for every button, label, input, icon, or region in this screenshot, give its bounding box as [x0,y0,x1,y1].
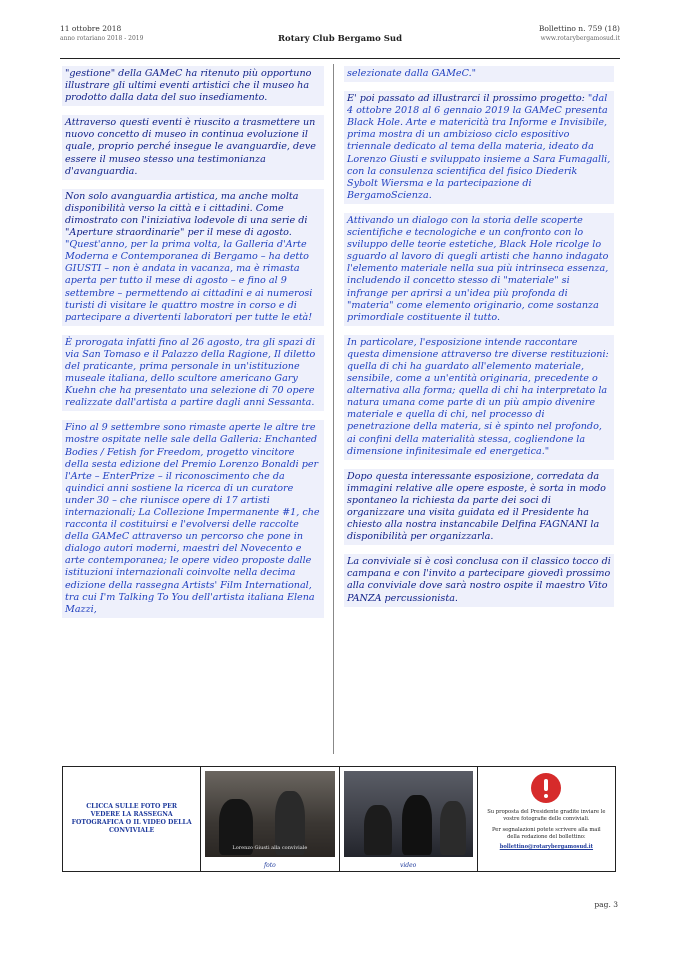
header-date-sub: anno rotariano 2018 - 2019 [60,35,144,42]
photo-gallery-link[interactable] [201,767,339,871]
notice-line-2: Per segnalazioni potete scrivere alla mail della redazione del bollettino: [492,827,601,840]
header-date: 11 ottobre 2018 [60,24,122,33]
photo-thumbnail[interactable] [205,771,334,857]
notice-text [486,809,607,851]
media-strip [62,766,616,872]
left-p5-text: Fino al 9 settembre sono rimaste aperte le altre tre mostre ospitate nelle sale della Galleria: Enchanted Bodies / Fetish for Freedom, progetto vincitore della sesta edizione del Premio Lorenzo Bonaldi per l'Arte – EnterPrize – il riconoscimento che da quindici anni sostiene la ricerca di un curatore under 30 – che riunisce opere di 17 artisti internazionali; La Collezione Impermanente #1, che racconta il costituirsi e l'evolversi delle raccolte della GAMeC attraverso un percorso che pone in dialogo autori moderni, maestri del Novecento e arte contemporanea; le opere video proposte dalle istituzioni internazionali coinvolte nella decima edizione della rassegna Artists' Film International, tra cui I'm Talking To You dell'artista italiana Elena Mazzi, [65,422,320,615]
left-p3b-quote: "Quest'anno, per la prima volta, la Galleria d'Arte Moderna e Contemporanea di Bergamo – ha detto GIUSTI – non è andata in vacanza, ma è rimasta aperta per tutto il mese di agosto – e fino al 9 settembre – permettendo ai cittadini e ai numerosi turisti di visitare le quattro mostre in corso e di partecipare a divertenti laboratori per tutte le età! [65,239,313,323]
right-paragraph-3 [344,213,614,326]
right-p2b-quote: "dal 4 ottobre 2018 al 6 gennaio 2019 la GAMeC presenta Black Hole. Arte e matericità tra Informe e Invisibile, prima mostra di un ambizioso ciclo espositivo triennale dedicato al tema della materia, ideato da Lorenzo Giusti e sviluppato insieme a Sara Fumagalli, con la consulenza scientifica del fisico Diederik Sybolt Wiersma e la partecipazione di BergamoScienza. [347,93,611,201]
left-paragraph-4 [62,335,324,412]
left-p1-text: "gestione" della GAMeC ha ritenuto più opportuno illustrare gli ultimi eventi artistici che il museo ha prodotto dalla data del suo insediamento. [65,68,312,104]
left-p4-text: È prorogata infatti fino al 26 agosto, tra gli spazi di via San Tomaso e il Palazzo della Ragione, Il diletto del praticante, prima personale in un'istituzione museale italiana, dello scultore americano Gary Kuehn che ha presentato una selezione di 70 opere realizzate dall'artista a partire dagli anni Sessanta. [65,336,316,409]
right-p2a-text: E' poi passato ad illustrarci il prossimo progetto: [347,93,588,105]
media-intro-cell [63,767,201,871]
video-caption[interactable]: video [399,862,417,869]
header-rule [60,58,620,59]
header-bulletin-block [539,24,620,44]
photo-overlay-text: Lorenzo Giusti alla conviviale [232,845,308,851]
right-p3-text: Attivando un dialogo con la storia delle scoperte scientifiche e tecnologiche e un confronto con lo sviluppo delle teorie estetiche, Black Hole ricolge lo sguardo al lavoro di quegli artisti che hanno indagato l'elemento materiale nella sua più intrinseca essenza, includendo il concetto stesso di "materiale" si infrange per aprirsi a un'idea più profonda di "materia" come elemento originario, come sostanza primordiale costituente il tutto. [347,214,609,323]
left-column [62,66,324,627]
left-paragraph-5 [62,420,324,618]
left-p3a-text: Non solo avanguardia artistica, ma anche molta disponibilità verso la città e i cittadini. Come dimostrato con l'iniziativa lodevole di una serie di "Aperture straordinarie" per il mese di agosto. [65,190,308,239]
right-paragraph-6 [344,554,614,606]
right-p4-text: In particolare, l'esposizione intende raccontare questa dimensione attraverso tre diverse restituzioni: quella di chi ha guardato all'elemento materiale, sensibile, come a un'entità originaria, precedente o alternativa alla forma; quella di chi ha interpretato la natura umana come parte di un più ampio divenire materiale e quella di chi, nel processo di penetrazione della materia, si è spinto nel profondo, ai confini della materialità stessa, cogliendone la dimensione infinitesimale ed energetica." [347,336,609,457]
video-link[interactable] [340,767,478,871]
right-column [344,66,614,616]
alert-icon [531,773,561,803]
header-bulletin-sub: www.rotarybergamosud.it [540,35,620,42]
person-silhouette [440,801,466,855]
right-paragraph-4 [344,335,614,460]
left-paragraph-3 [62,189,324,326]
photo-notice-cell [478,767,615,871]
media-intro-text: CLICCA SULLE FOTO PER VEDERE LA RASSEGNA FOTOGRAFICA O IL VIDEO DELLA CONVIVIALE [71,803,192,834]
column-divider [333,64,334,754]
page-header [60,24,620,54]
right-p6-text: La conviviale si è così conclusa con il classico tocco di campana e con l'invito a partecipare giovedì prossimo alla conviviale dove sarà nostro ospite il maestro Vito PANZA percussionista. [347,556,611,604]
video-thumbnail[interactable] [344,771,473,857]
notice-line-1: Su proposta del Presidente gradite inviare le vostre fotografie delle conviviali. [487,809,606,822]
right-paragraph-2 [344,91,614,204]
left-paragraph-2 [62,115,324,179]
right-p5-text: Dopo questa interessante esposizione, corredata da immagini relative alle opere esposte, è sorta in modo spontaneo la richiesta da parte dei soci di organizzare una visita guidata ed il Presidente ha chiesto alla nostra instancabile Delfina FAGNANI la disponibilità per organizzarla. [347,470,606,543]
right-p1-text: selezionate dalla GAMeC." [347,68,477,79]
header-bulletin: Bollettino n. 759 (18) [538,24,620,33]
photo-caption[interactable]: foto [263,862,276,869]
page-number: pag. 3 [594,900,618,909]
header-title: Rotary Club Bergamo Sud [277,34,403,44]
notice-email-link[interactable]: bollettino@rotarybergamosud.it [499,844,594,850]
person-silhouette [364,805,392,855]
left-paragraph-1 [62,66,324,106]
right-paragraph-5 [344,469,614,546]
person-silhouette [402,795,432,855]
left-p2-text: Attraverso questi eventi è riuscito a trasmettere un nuovo concetto di museo in continua evoluzione il quale, proprio perché insegue le avanguardie, deve essere il museo stesso una testimonianza d'avanguardia. [65,117,316,177]
right-paragraph-1 [344,66,614,82]
